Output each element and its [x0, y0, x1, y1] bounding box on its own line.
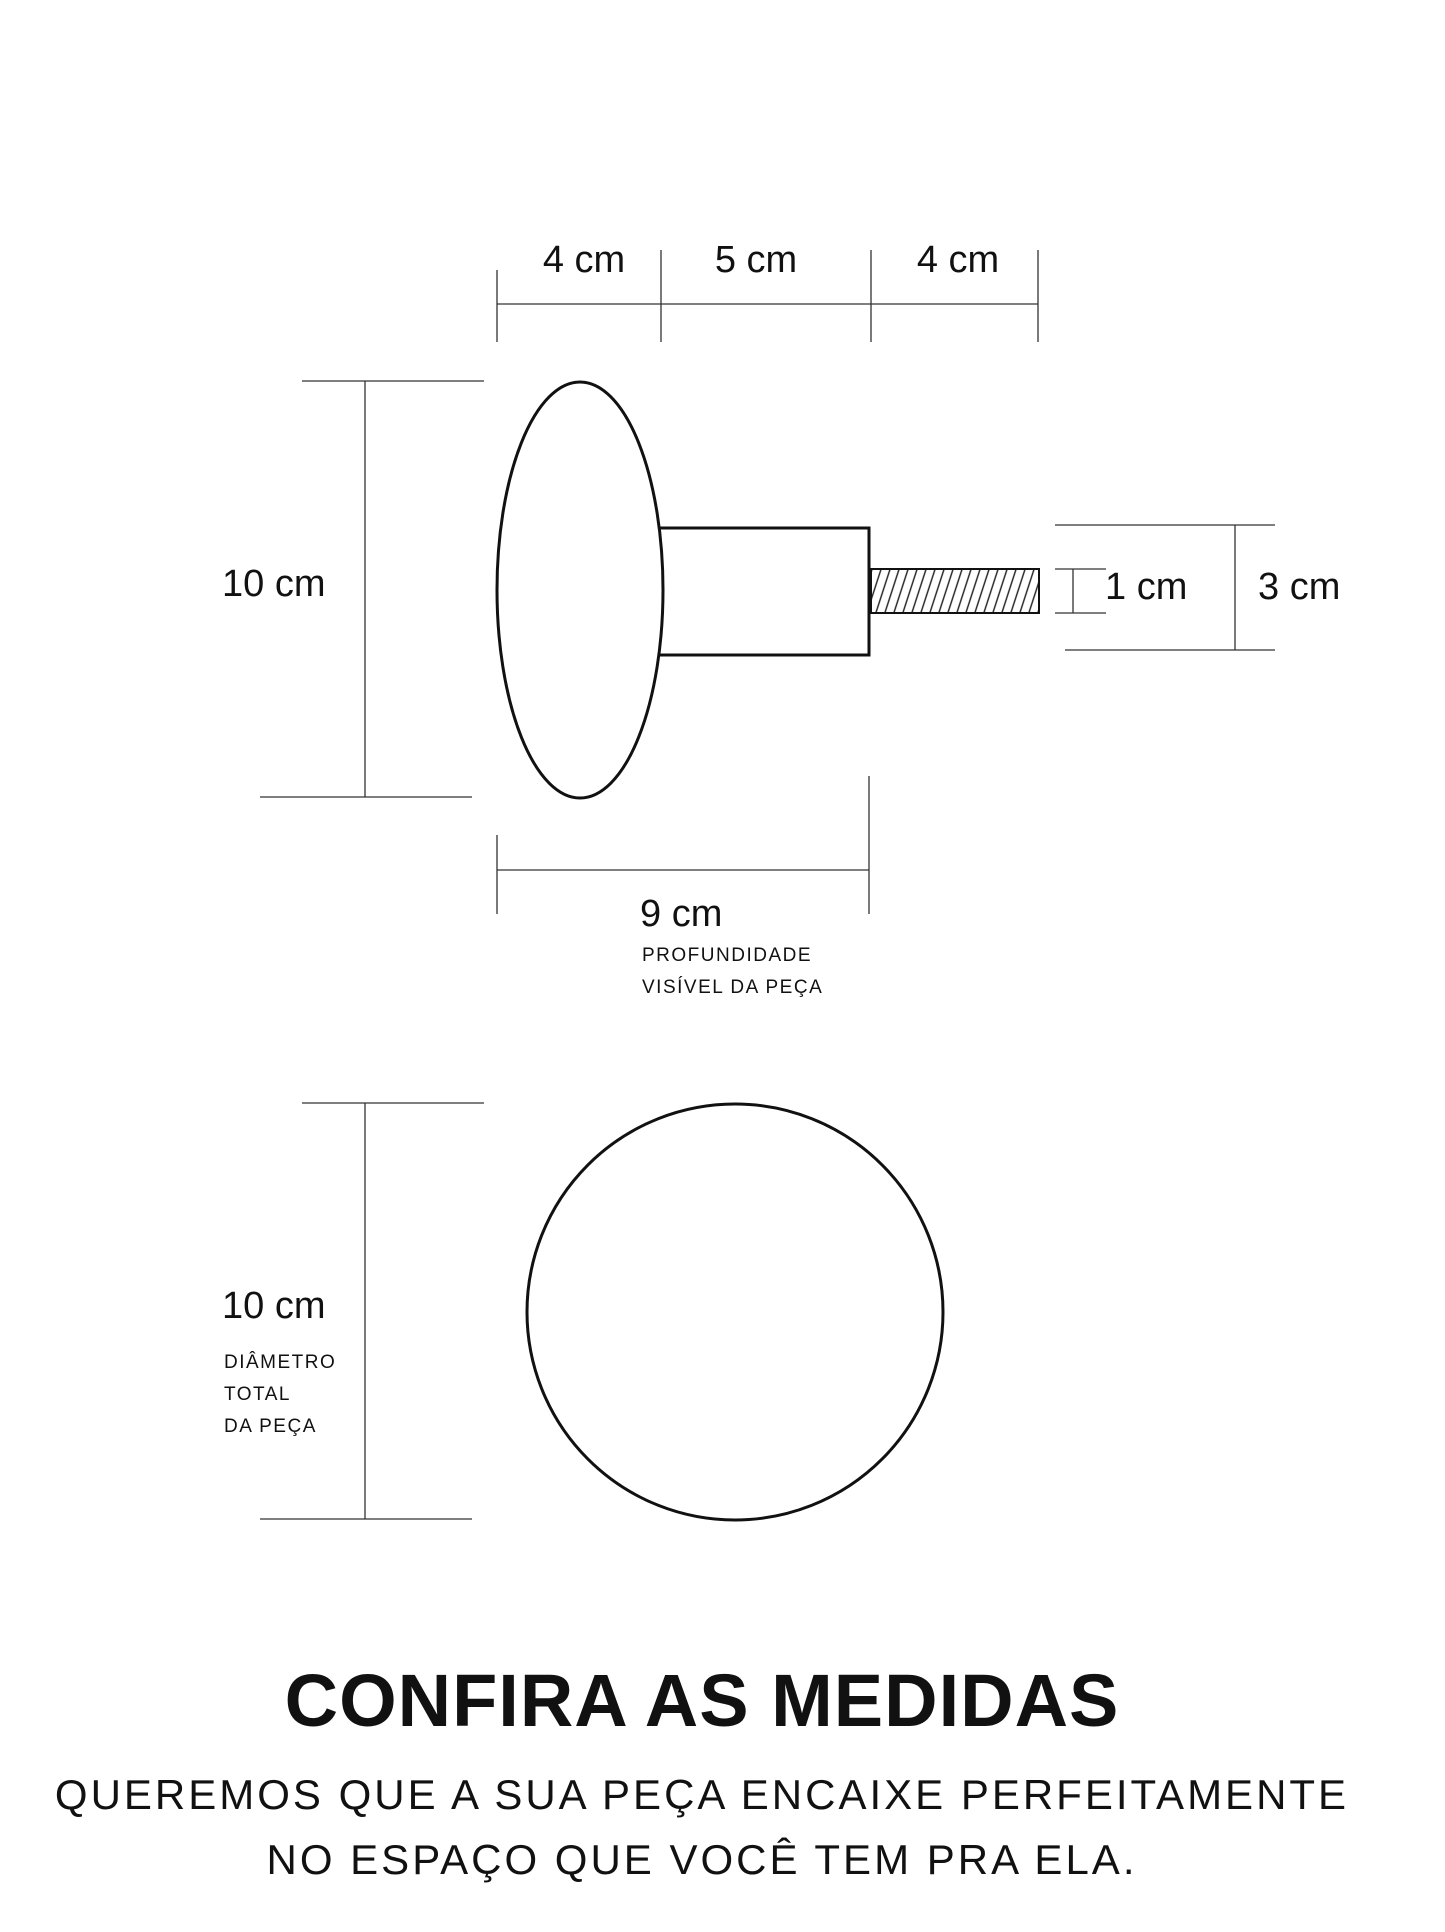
dim-diameter: 10 cm	[222, 1285, 326, 1327]
dim-stem-length: 5 cm	[714, 239, 798, 281]
subtitle-line-2: NO ESPAÇO QUE VOCÊ TEM PRA ELA.	[266, 1836, 1138, 1883]
diameter-caption-line-1: DIÂMETRO	[224, 1352, 337, 1373]
diameter-caption-line-3: DA PEÇA	[224, 1416, 317, 1437]
stem-shape	[655, 528, 869, 655]
dim-screw-length: 4 cm	[916, 239, 1000, 281]
depth-caption-line-2: VISÍVEL DA PEÇA	[642, 977, 824, 998]
dim-stem-diameter: 3 cm	[1258, 566, 1341, 608]
knob-front-shape	[527, 1104, 943, 1520]
side-view	[222, 239, 1340, 998]
subtitle-line-1: QUEREMOS QUE A SUA PEÇA ENCAIXE PERFEITAMENTE	[54, 1771, 1350, 1818]
dim-height: 10 cm	[222, 563, 326, 605]
depth-caption-line-1: PROFUNDIDADE	[642, 945, 813, 966]
dim-depth: 9 cm	[640, 893, 723, 935]
knob-side-shape	[497, 382, 663, 798]
page-title: CONFIRA AS MEDIDAS	[284, 1659, 1120, 1742]
diameter-caption-line-2: TOTAL	[224, 1384, 291, 1405]
dim-screw-diameter: 1 cm	[1105, 566, 1188, 608]
footer	[55, 1659, 1349, 1883]
screw-shape	[871, 569, 1039, 613]
front-view	[222, 1103, 943, 1520]
dim-knob-depth: 4 cm	[542, 239, 626, 281]
